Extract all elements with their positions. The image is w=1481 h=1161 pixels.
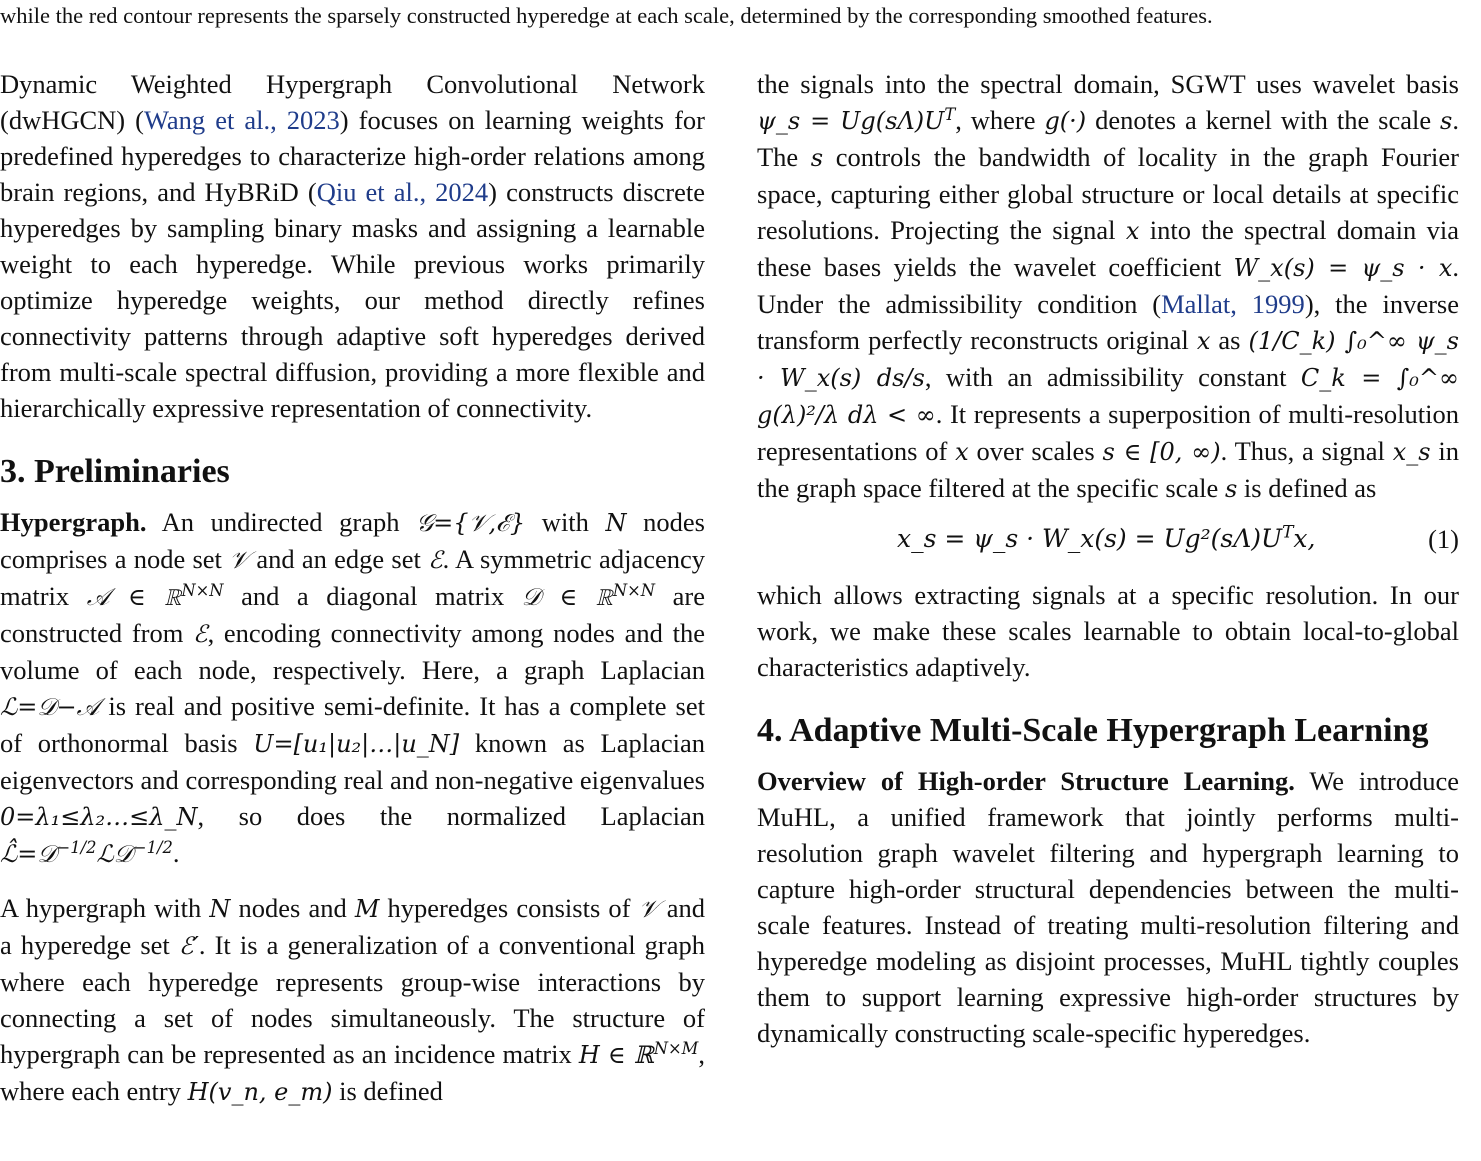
math-expression: 𝒢={𝒱,ℰ} — [416, 509, 526, 537]
text-run: hyperedges consists of — [379, 893, 639, 923]
text-run: A hypergraph with — [0, 893, 210, 923]
text-run: Dynamic Weighted Hypergraph Convolutional Network (dwHGCN) ( — [0, 69, 705, 135]
text-run: . A symmetric adjacency matrix — [0, 544, 705, 611]
paragraph-lead: Hypergraph. — [0, 507, 147, 537]
hypergraph-definition-paragraph — [0, 890, 705, 1110]
text-run: is defined as — [1237, 473, 1377, 503]
equation-number: (1) — [1428, 524, 1459, 554]
text-run: , with an admissibility constant — [924, 362, 1301, 392]
math-expression: N — [605, 509, 627, 537]
math-expression: ℰ — [193, 620, 208, 648]
math-superscript: N×M — [653, 1039, 699, 1058]
text-run: . The — [757, 105, 1459, 172]
math-expression — [87, 583, 224, 611]
math-superscript: N×N — [612, 581, 656, 600]
math-expression: x — [1125, 217, 1140, 245]
text-run: into the spectral domain via these bases yields the wavelet coefficient — [757, 215, 1459, 282]
math-superscript: T — [1282, 522, 1294, 543]
math-expression — [0, 840, 173, 868]
related-work-paragraph — [0, 66, 705, 426]
citation-link[interactable]: Mallat, 1999 — [1161, 289, 1305, 319]
math-expression: 𝒱 — [638, 895, 659, 923]
text-run: denotes a kernel with the scale — [1086, 105, 1441, 135]
right-column — [757, 66, 1459, 1051]
math-expression: ℰ — [428, 546, 443, 574]
text-run: controls the bandwidth of locality in the graph Fourier space, capturing either global structure or local details at specific resolutions. Projecting the signal — [757, 142, 1459, 245]
overview-paragraph — [757, 763, 1459, 1051]
math-expression — [579, 1041, 699, 1069]
math-expression: s ∈ [0, ∞) — [1102, 438, 1221, 466]
text-run: , so does the normalized Laplacian — [197, 801, 705, 831]
math-base: ℒ𝒟 — [96, 840, 133, 868]
math-expression: U=[u₁|u₂|…|u_N] — [253, 730, 460, 758]
text-run: in the graph space filtered at the specific scale — [757, 436, 1459, 503]
text-run: over scales — [968, 436, 1103, 466]
left-column — [0, 66, 705, 1110]
text-run: nodes comprises a node set — [0, 507, 705, 574]
section-heading: 4. Adaptive Multi-Scale Hypergraph Learning — [757, 712, 1429, 749]
text-run: An undirected graph — [146, 507, 417, 537]
math-expression: g(·) — [1044, 107, 1087, 135]
math-expression: ℰ′ — [178, 932, 199, 960]
equation-1 — [757, 515, 1459, 567]
text-run: ), the inverse transform perfectly reconstructs original — [757, 289, 1459, 355]
citation-link[interactable]: Wang et al., 2023 — [144, 105, 340, 135]
math-expression: M — [354, 895, 380, 923]
text-run: . Thus, a signal — [1220, 436, 1393, 466]
text-run: as — [1210, 325, 1249, 355]
text-run: . It represents a superposition of multi-resolution representations of — [757, 399, 1460, 466]
math-expression: 0=λ₁≤λ₂…≤λ_N — [0, 803, 198, 831]
math-base: x_s = ψ_s · W_x(s) = Ug²(sΛ)U — [897, 524, 1283, 553]
math-expression: N — [209, 895, 231, 923]
math-expression — [757, 107, 955, 135]
equation-body — [897, 521, 1315, 557]
text-run: ) constructs discrete hyperedges by sampling binary masks and assigning a learnable weight to each hyperedge. While previous works primarily optimize hyperedge weights, our method directly refines connectivity patterns through adaptive soft hyperedges derived from multi-scale spectral diffusion, providing a more flexible and hierarchically expressive representation of connectivity. — [0, 177, 705, 423]
math-expression: 𝒱 — [229, 546, 250, 574]
text-run: the signals into the spectral domain, SGWT uses wavelet basis — [757, 69, 1459, 99]
sgwt-paragraph — [757, 66, 1459, 507]
math-expression: x — [955, 438, 969, 466]
math-expression: ℒ=𝒟−𝒜 — [0, 693, 100, 721]
text-run: . Under the admissibility condition ( — [757, 252, 1459, 319]
text-run: . It is a generalization of a conventional graph where each hyperedge represents group-wise interactions by connecting a set of nodes simultaneously. The structure of hypergraph can be represented as an incidence matrix — [0, 930, 705, 1069]
text-run: We introduce MuHL, a unified framework that jointly performs multi-resolution graph wavelet filtering and hypergraph learning to capture high-order structural dependencies between the multi-scale features. Instead of treating multi-resolution filtering and hyperedge modeling as disjoint processes, MuHL tightly couples them to support learning expressive high-order structures by dynamically constructing scale-specific hyperedges. — [757, 766, 1460, 1048]
math-superscript: N×N — [181, 581, 224, 600]
math-expression: s — [1224, 475, 1238, 503]
text-run: ) focuses on learning weights for predefined hyperedges to characterize high-order relations among brain regions, and HyBRiD ( — [0, 105, 705, 207]
text-run: , where — [955, 105, 1045, 135]
hypergraph-paragraph — [0, 504, 705, 872]
math-superscript: −1/2 — [56, 838, 97, 857]
section-heading: 3. Preliminaries — [0, 453, 230, 490]
text-run: known as Laplacian eigenvectors and corresponding real and non-negative eigenvalues — [0, 728, 705, 795]
text-run: and an edge set — [249, 544, 429, 574]
scales-paragraph: which allows extracting signals at a specific resolution. In our work, we make these scales learnable to obtain local-to-global characteristics adaptively. — [757, 580, 1459, 682]
math-expression: (1/C_k) ∫₀^∞ ψ_s · W_x(s) ds/s — [757, 327, 1459, 392]
math-expression: C_k = ∫₀^∞ g(λ)²/λ dλ < ∞ — [757, 364, 1459, 429]
math-base: x, — [1293, 524, 1316, 553]
text-run: , where each entry — [0, 1039, 705, 1106]
math-expression: x — [1196, 327, 1211, 355]
text-run: is defined — [332, 1076, 443, 1106]
math-expression — [522, 583, 655, 611]
math-expression: H(v_n, e_m) — [187, 1078, 333, 1106]
text-run: . — [172, 838, 180, 868]
math-base: 𝒟 ∈ ℝ — [521, 583, 613, 611]
text-run: is real and positive semi-definite. It has a complete set of orthonormal basis — [0, 691, 705, 758]
text-run: and a diagonal matrix — [223, 581, 522, 611]
math-expression: x_s — [1392, 438, 1431, 466]
math-base: ψ_s = Ug(sΛ)U — [757, 107, 945, 135]
text-run: , encoding connectivity among nodes and the volume of each node, respectively. Here, a graph Laplacian — [0, 618, 705, 685]
math-expression: s — [1440, 107, 1453, 135]
math-base: 𝒜 ∈ ℝ — [86, 583, 182, 611]
citation-link[interactable]: Qiu et al., 2024 — [316, 177, 489, 207]
text-run: are constructed from — [0, 581, 705, 648]
math-base: H ∈ ℝ — [578, 1041, 654, 1069]
figure-caption-continuation: while the red contour represents the sparsely constructed hyperedge at each scale, determined by the corresponding smoothed features. — [0, 3, 1213, 28]
math-superscript: −1/2 — [132, 838, 173, 857]
math-expression: W_x(s) = ψ_s · x — [1233, 254, 1453, 282]
paragraph-lead: Overview of High-order Structure Learning. — [757, 766, 1295, 796]
text-run: with — [525, 507, 606, 537]
text-run: nodes and — [230, 893, 355, 923]
math-superscript: T — [944, 105, 956, 124]
text-run: and a hyperedge set — [0, 893, 705, 960]
math-base: ℒ̂=𝒟 — [0, 840, 57, 868]
math-expression: s — [810, 144, 824, 172]
